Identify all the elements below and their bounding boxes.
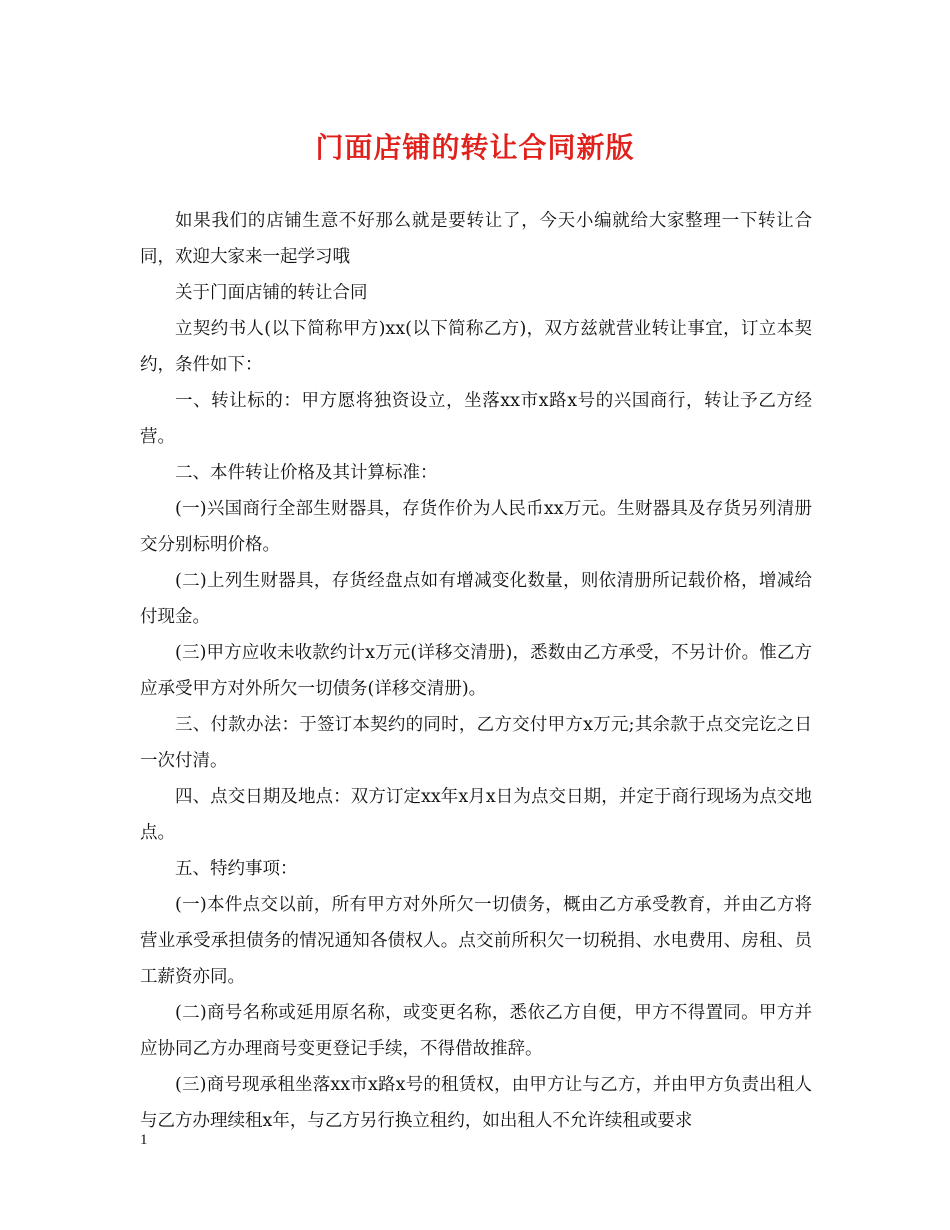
document-body bbox=[140, 203, 812, 1139]
paragraph-clause-2: 二、本件转让价格及其计算标准： bbox=[175, 463, 438, 483]
page-number: 1 bbox=[140, 1132, 148, 1148]
paragraph-clause-5: 五、特约事项： bbox=[175, 859, 298, 879]
paragraph-intro: 如果我们的店铺生意不好那么就是要转让了，今天小编就给大家整理一下转让合同，欢迎大家来一起学习哦 bbox=[140, 211, 812, 267]
paragraph-clause-5-2: (二)商号名称或延用原名称，或变更名称，悉依乙方自便，甲方不得置同。甲方并应协同乙方办理商号变更登记手续，不得借故推辞。 bbox=[140, 1003, 812, 1059]
paragraph-clause-2-3: (三)甲方应收未收款约计x万元(详移交清册)，悉数由乙方承受，不另计价。惟乙方应承受甲方对外所欠一切债务(详移交清册)。 bbox=[140, 643, 812, 699]
document-title: 门面店铺的转让合同新版 bbox=[315, 131, 635, 164]
paragraph-heading: 关于门面店铺的转让合同 bbox=[175, 283, 368, 303]
paragraph-clause-4: 四、点交日期及地点：双方订定xx年x月x日为点交日期，并定于商行现场为点交地点。 bbox=[140, 787, 812, 843]
paragraph-clause-2-2: (二)上列生财器具，存货经盘点如有增减变化数量，则依清册所记载价格，增减给付现金。 bbox=[140, 571, 812, 627]
paragraph-clause-5-1: (一)本件点交以前，所有甲方对外所欠一切债务，概由乙方承受教育，并由乙方将营业承受承担债务的情况通知各债权人。点交前所积欠一切税捐、水电费用、房租、员工薪资亦同。 bbox=[140, 895, 812, 987]
paragraph-clause-2-1: (一)兴国商行全部生财器具，存货作价为人民币xx万元。生财器具及存货另列清册交分别标明价格。 bbox=[140, 499, 812, 555]
paragraph-clause-5-3: (三)商号现承租坐落xx市x路x号的租赁权，由甲方让与乙方，并由甲方负责出租人与乙方办理续租x年，与乙方另行换立租约，如出租人不允许续租或要求 bbox=[140, 1075, 812, 1131]
paragraph-clause-3: 三、付款办法：于签订本契约的同时，乙方交付甲方x万元;其余款于点交完讫之日一次付清。 bbox=[140, 715, 812, 771]
paragraph-clause-1: 一、转让标的：甲方愿将独资设立，坐落xx市x路x号的兴国商行，转让予乙方经营。 bbox=[140, 391, 812, 447]
paragraph-parties: 立契约书人(以下简称甲方)xx(以下简称乙方)，双方兹就营业转让事宜，订立本契约，条件如下： bbox=[140, 319, 812, 375]
